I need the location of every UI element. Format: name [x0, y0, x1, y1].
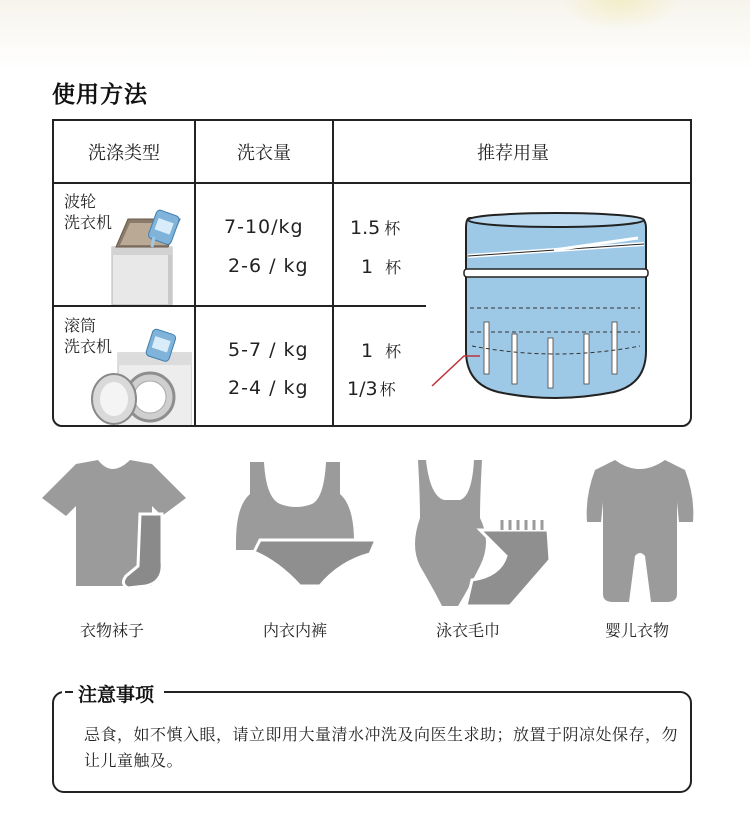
cup-unit: 杯 — [385, 342, 402, 361]
wash-type-line: 洗衣机 — [64, 337, 113, 356]
dose-value: 1/3 — [347, 378, 378, 400]
laundry-amount: 2-4 / kg — [228, 377, 309, 399]
measuring-cup-icon — [424, 206, 664, 406]
cup-unit: 杯 — [379, 380, 396, 399]
table-divider — [54, 305, 426, 307]
notice-title: 注意事项 — [62, 680, 164, 707]
wash-type-line: 波轮 — [64, 192, 97, 211]
baby-onesie-icon — [585, 456, 695, 606]
cup-unit: 杯 — [385, 258, 402, 277]
t-shirt-socks-icon — [40, 458, 190, 598]
dose-value: 1 — [361, 256, 374, 278]
wash-type-line: 滚筒 — [64, 316, 97, 335]
front-loader-washer-icon — [84, 327, 192, 427]
swimsuit-towel-icon — [410, 456, 560, 606]
usage-table — [52, 119, 692, 427]
top-loader-washer-icon — [108, 207, 192, 305]
category-clothes-socks: 衣物袜子 — [79, 621, 144, 640]
category-underwear: 内衣内裤 — [262, 621, 327, 640]
header-laundry-amount: 洗衣量 — [237, 143, 291, 164]
notice-text: 忌食，如不慎入眼，请立即用大量清水冲洗及向医生求助；放置于阴凉处保存，勿让儿童触及。 — [84, 725, 679, 770]
underwear-icon — [230, 458, 380, 598]
dose-amount — [361, 255, 401, 278]
dose-amount — [347, 377, 396, 400]
usage-title: 使用方法 — [52, 82, 148, 108]
category-baby-clothes: 婴儿衣物 — [604, 621, 669, 640]
laundry-amount: 2-6 / kg — [228, 255, 309, 277]
laundry-amount: 5-7 / kg — [228, 339, 309, 361]
header-wash-type: 洗涤类型 — [88, 143, 160, 164]
category-swimwear-towels: 泳衣毛巾 — [435, 621, 500, 640]
wash-type-top-loader — [64, 191, 112, 233]
dose-amount — [350, 216, 400, 239]
wash-type-line: 洗衣机 — [64, 213, 113, 232]
dose-value: 1.5 — [350, 217, 381, 239]
dose-amount — [361, 339, 401, 362]
header-recommended-dose: 推荐用量 — [477, 143, 549, 164]
laundry-amount: 7-10/kg — [224, 216, 304, 238]
cup-unit: 杯 — [384, 219, 401, 238]
dose-value: 1 — [361, 340, 374, 362]
